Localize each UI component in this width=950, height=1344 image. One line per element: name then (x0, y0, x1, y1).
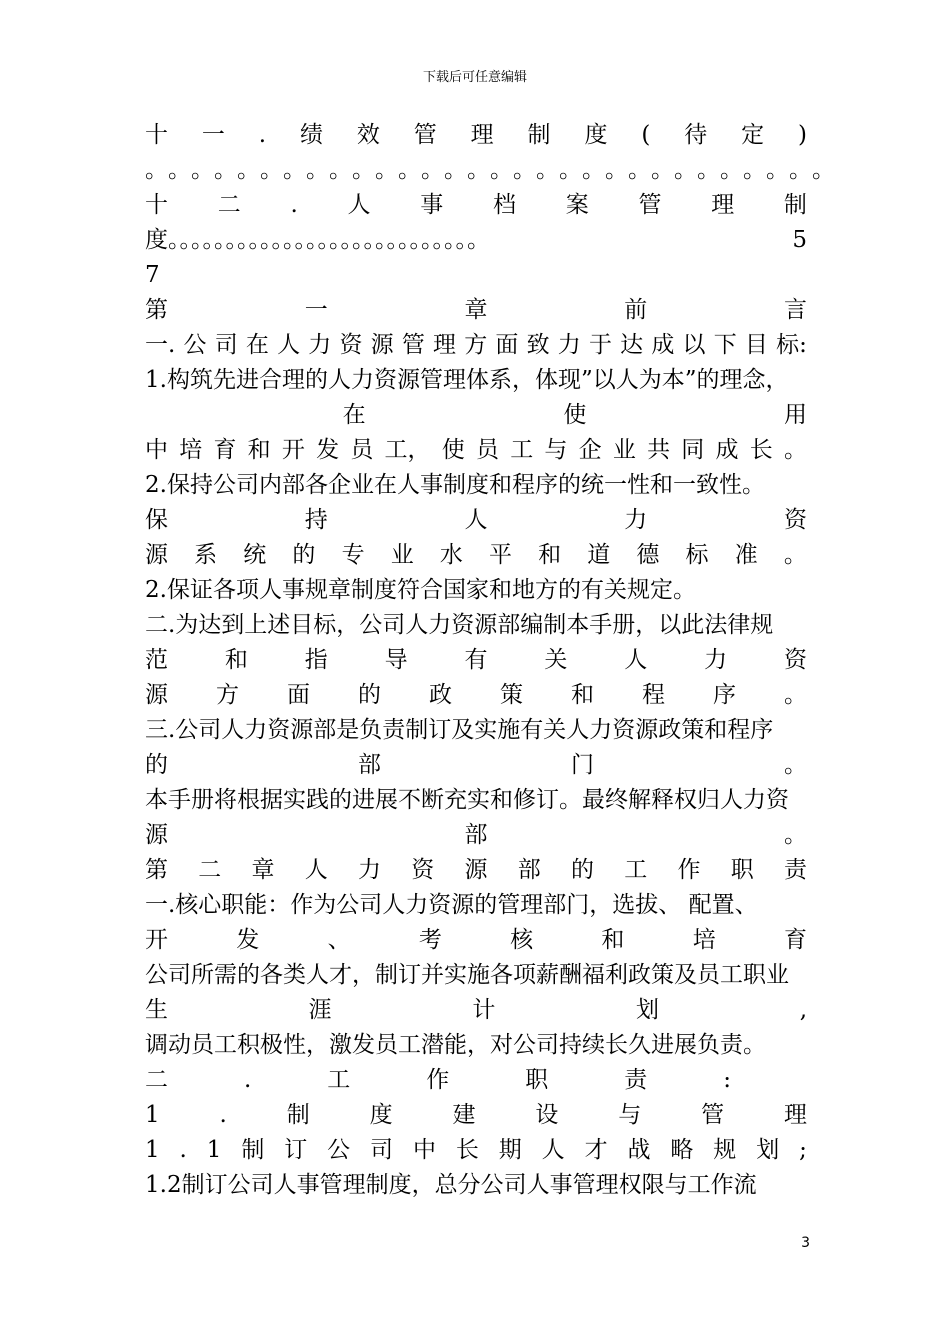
text-line (145, 328, 807, 363)
text-token: 开 (145, 927, 168, 953)
text-token: 。 (513, 157, 536, 183)
text-token: 档 (492, 192, 516, 218)
text-token: 。 (352, 157, 375, 183)
text-token: 成 (651, 332, 675, 358)
text-token: 使 (441, 437, 465, 463)
text-token: 战 (627, 1137, 651, 1163)
text-token: 策 (500, 682, 523, 708)
text-line: 三.公司人力资源部是负责制订及实施有关人力资源政策和程序 (145, 717, 774, 743)
text-token: 工 (327, 1067, 351, 1093)
text-token: 和 (571, 682, 594, 708)
text-token: 。 (628, 157, 651, 183)
text-line (145, 398, 807, 433)
text-token: 理 (711, 192, 735, 218)
text-token: 一 (304, 297, 328, 323)
text-token: 制 (783, 192, 807, 218)
text-token: 设 (535, 1102, 559, 1128)
text-token: 十 (145, 192, 168, 218)
text-token: . (219, 1102, 227, 1128)
text-token: 范 (145, 647, 168, 673)
text-token: 员 (475, 437, 499, 463)
text-token: 人 (624, 647, 648, 673)
text-token: 度 (369, 1102, 393, 1128)
text-token: 政 (429, 682, 452, 708)
text-token: ; (799, 1137, 807, 1163)
text-token: 平 (488, 542, 512, 568)
text-line: 2.保证各项人事规章制度符合国家和地方的有关规定。 (145, 577, 696, 603)
text-token: 关 (544, 647, 568, 673)
text-token: 建 (452, 1102, 476, 1128)
text-token: 人 (347, 192, 371, 218)
text-token: : (723, 1067, 731, 1093)
text-token: 以 (682, 332, 706, 358)
text-token: 人 (277, 332, 301, 358)
text-token: 生 (145, 997, 168, 1023)
text-token: 第 (145, 857, 168, 883)
text-token: 资 (339, 332, 363, 358)
text-token: 准 (734, 542, 758, 568)
text-token: 责 (784, 857, 807, 883)
text-token: 方 (464, 332, 488, 358)
text-token: 司 (214, 332, 238, 358)
text-token: . (258, 122, 267, 148)
text-line: 2.保持公司内部各企业在人事制度和程序的统一性和一致性。 (145, 472, 765, 498)
document-body (145, 118, 835, 1203)
text-token: 和 (224, 647, 248, 673)
text-token: 。 (421, 157, 444, 183)
text-token: 人 (464, 507, 488, 533)
text-token: 计 (472, 997, 496, 1023)
text-token: 部 (464, 822, 488, 848)
text-token: 度 (584, 122, 608, 148)
text-token: 。 (191, 157, 214, 183)
text-line (145, 748, 807, 783)
text-token: 制 (241, 1137, 265, 1163)
text-token: 二 (198, 857, 222, 883)
text-token: 。 (444, 157, 467, 183)
text-line (145, 993, 807, 1028)
text-token: 德 (636, 542, 660, 568)
text-token: 源 (464, 857, 488, 883)
text-line (145, 118, 807, 153)
text-token: ) (797, 122, 807, 148)
text-token: 资 (784, 507, 807, 533)
text-token: 与 (544, 437, 568, 463)
text-token: 成 (715, 437, 739, 463)
text-token: 。 (783, 542, 807, 568)
text-token: 人 (541, 1137, 565, 1163)
text-token: 。 (283, 157, 306, 183)
text-token: 培 (179, 437, 203, 463)
text-token: 才 (584, 1137, 608, 1163)
text-token: 力 (704, 647, 728, 673)
text-token: 统 (243, 542, 267, 568)
text-token: . (179, 1137, 187, 1163)
text-token: 发 (316, 437, 340, 463)
text-token: 持 (304, 507, 328, 533)
text-token: 致 (526, 332, 550, 358)
text-token: 员 (350, 437, 374, 463)
text-token: 期 (498, 1137, 522, 1163)
text-token: 源 (370, 332, 394, 358)
text-token: 程 (642, 682, 665, 708)
text-token: 待 (684, 122, 708, 148)
text-token: 1 (145, 1137, 160, 1163)
text-token: 职 (730, 857, 754, 883)
text-token: 与 (618, 1102, 642, 1128)
text-token: 。 (720, 157, 743, 183)
text-token: 在 (342, 402, 366, 428)
text-token: 制 (286, 1102, 310, 1128)
text-token: 源 (145, 542, 168, 568)
page-number: 3 (801, 1235, 810, 1251)
text-line: 公司所需的各类人才，制订并实施各项薪酬福利政策及员工职业 (145, 962, 789, 988)
text-line (145, 188, 807, 223)
text-token: 一 (201, 122, 225, 148)
text-token: 管 (401, 332, 425, 358)
text-token: 门 (571, 752, 594, 778)
text-token: 部 (517, 857, 541, 883)
text-line: 7 (145, 262, 160, 288)
text-token: 的 (358, 682, 381, 708)
text-token: 划 (636, 997, 660, 1023)
text-line: 一.核心职能：作为公司人力资源的管理部门，选拔、 配置、 (145, 892, 758, 918)
text-token: 和 (247, 437, 271, 463)
text-token: 中 (145, 437, 168, 463)
text-token: 。 (651, 157, 674, 183)
text-token: 培 (692, 927, 716, 953)
text-token: 5 (792, 227, 807, 253)
text-token: 发 (236, 927, 260, 953)
text-token: 的 (145, 752, 168, 778)
text-token: 制 (527, 122, 551, 148)
text-token: 。 (467, 157, 490, 183)
text-token: 力 (308, 332, 332, 358)
text-line (145, 818, 807, 853)
text-token: 工 (624, 857, 648, 883)
text-token: 1 (145, 1102, 160, 1128)
text-token: 司 (370, 1137, 394, 1163)
text-token: 。 (329, 157, 352, 183)
text-token: 育 (783, 927, 807, 953)
text-token: 力 (358, 857, 381, 883)
text-token: 指 (304, 647, 328, 673)
text-token: 。 (743, 157, 766, 183)
text-token: 规 (713, 1137, 737, 1163)
text-token: 。 (559, 157, 582, 183)
text-line (145, 223, 807, 258)
text-token: 和 (538, 542, 562, 568)
text-token: 面 (495, 332, 519, 358)
text-token: 中 (412, 1137, 436, 1163)
text-token: 系 (194, 542, 218, 568)
text-token: 绩 (299, 122, 323, 148)
text-line (145, 1133, 807, 1168)
text-token: 责 (624, 1067, 648, 1093)
text-token: 同 (681, 437, 705, 463)
text-line (145, 643, 807, 678)
text-line (145, 678, 807, 713)
text-token: 使 (563, 402, 587, 428)
text-line (145, 853, 807, 888)
text-token: 章 (251, 857, 275, 883)
text-token: 专 (341, 542, 365, 568)
text-token: 力 (624, 507, 648, 533)
text-line: 调动员工积极性，激发员工潜能，对公司持续长久进展负责。 (145, 1032, 766, 1058)
text-token: 十 (145, 122, 168, 148)
text-token: 长 (749, 437, 773, 463)
text-token: 订 (284, 1137, 308, 1163)
text-token: , (799, 997, 807, 1023)
text-token: 资 (411, 857, 435, 883)
text-token: 的 (292, 542, 316, 568)
text-token: 工 (510, 437, 534, 463)
text-token: 的 (571, 857, 594, 883)
text-token: 。 (783, 437, 807, 463)
text-token: . (290, 192, 298, 218)
text-token: 面 (287, 682, 310, 708)
text-line (145, 433, 807, 468)
text-token: 作 (677, 857, 701, 883)
text-token: 。 (605, 157, 628, 183)
text-token: 理 (783, 1102, 807, 1128)
text-token: 水 (439, 542, 463, 568)
text-token: 。 (536, 157, 559, 183)
text-token: 。 (784, 682, 807, 708)
text-token: 。 (145, 157, 168, 183)
text-token: 标: (776, 332, 807, 358)
text-token: 理 (470, 122, 494, 148)
text-token: 下 (713, 332, 737, 358)
text-token: 定 (741, 122, 765, 148)
text-token: 略 (670, 1137, 694, 1163)
text-token: 考 (418, 927, 442, 953)
text-token: 章 (464, 297, 488, 323)
text-token: 于 (588, 332, 612, 358)
text-line (145, 923, 807, 958)
text-token: 企 (578, 437, 602, 463)
text-token: 保 (145, 507, 168, 533)
text-token: 划 (756, 1137, 780, 1163)
text-token: 业 (612, 437, 636, 463)
text-token: 。 (260, 157, 283, 183)
text-token: 度。。。。。。。。。。。。。。。。。。。。。。。。。。。 (145, 227, 490, 253)
text-token: 育 (213, 437, 237, 463)
text-token: 资 (784, 647, 807, 673)
text-token: 公 (327, 1137, 351, 1163)
text-token: 源 (145, 822, 168, 848)
text-token: 。 (490, 157, 513, 183)
text-line (145, 1063, 807, 1098)
text-token: 管 (413, 122, 437, 148)
text-token: 二 (145, 1067, 168, 1093)
text-token: 标 (685, 542, 709, 568)
text-token: 核 (510, 927, 534, 953)
text-token: 管 (701, 1102, 725, 1128)
text-token: 。 (812, 157, 835, 183)
text-token: 。 (697, 157, 720, 183)
text-token: 。 (766, 157, 789, 183)
text-token: 。 (214, 157, 237, 183)
text-token: 事 (420, 192, 444, 218)
text-token: 。 (306, 157, 329, 183)
text-token: 人 (304, 857, 328, 883)
text-token: 。 (784, 822, 807, 848)
text-token: 第 (145, 297, 168, 323)
text-token: 业 (390, 542, 414, 568)
text-token: 职 (525, 1067, 549, 1093)
text-line: 1.构筑先进合理的人力资源管理体系，体现”以人为本”的理念， (145, 367, 789, 393)
text-token: 管 (638, 192, 662, 218)
text-token: 言 (784, 297, 807, 323)
text-token: 道 (587, 542, 611, 568)
text-token: 长 (455, 1137, 479, 1163)
text-line: 1.2制订公司人事管理制度，总分公司人事管理权限与工作流 (145, 1172, 757, 1198)
text-token: 案 (565, 192, 589, 218)
text-line (145, 1098, 807, 1133)
text-token: 、 (327, 927, 351, 953)
text-token: . (243, 1067, 252, 1093)
text-token: 。 (398, 157, 421, 183)
text-token: 部 (358, 752, 381, 778)
text-token: 一. (145, 332, 176, 358)
text-line (145, 293, 807, 328)
text-token: 导 (384, 647, 408, 673)
text-token: 目 (744, 332, 768, 358)
text-line (145, 153, 835, 188)
text-token: 二 (217, 192, 241, 218)
text-token: 序 (713, 682, 736, 708)
text-line (145, 503, 807, 538)
text-token: 共 (647, 437, 671, 463)
text-line: 本手册将根据实践的进展不断充实和修订。最终解释权归人力资 (145, 787, 789, 813)
text-token: 。 (674, 157, 697, 183)
text-line (145, 538, 807, 573)
text-token: 方 (216, 682, 239, 708)
text-token: 源 (145, 682, 168, 708)
text-token: 。 (375, 157, 398, 183)
text-token: 和 (601, 927, 625, 953)
text-token: 理 (433, 332, 456, 358)
text-token: 力 (557, 332, 581, 358)
text-token: 效 (356, 122, 380, 148)
text-token: 。 (168, 157, 191, 183)
page-header: 下载后可任意编辑 (422, 70, 527, 85)
text-token: 工， (384, 437, 431, 463)
text-token: 作 (426, 1067, 450, 1093)
text-token: 。 (582, 157, 605, 183)
text-token: 公 (183, 332, 207, 358)
text-token: 达 (620, 332, 644, 358)
text-token: 1 (206, 1137, 222, 1163)
text-token: 有 (464, 647, 488, 673)
text-token: 开 (281, 437, 305, 463)
text-token: 在 (245, 332, 269, 358)
text-token: 涯 (308, 997, 332, 1023)
text-token: 。 (784, 752, 807, 778)
text-token: ( (641, 122, 651, 148)
text-token: 。 (237, 157, 260, 183)
text-line: 二.为达到上述目标，公司人力资源部编制本手册，以此法律规 (145, 612, 774, 638)
text-token: 用 (783, 402, 807, 428)
text-token: 前 (624, 297, 648, 323)
text-token: 。 (789, 157, 812, 183)
